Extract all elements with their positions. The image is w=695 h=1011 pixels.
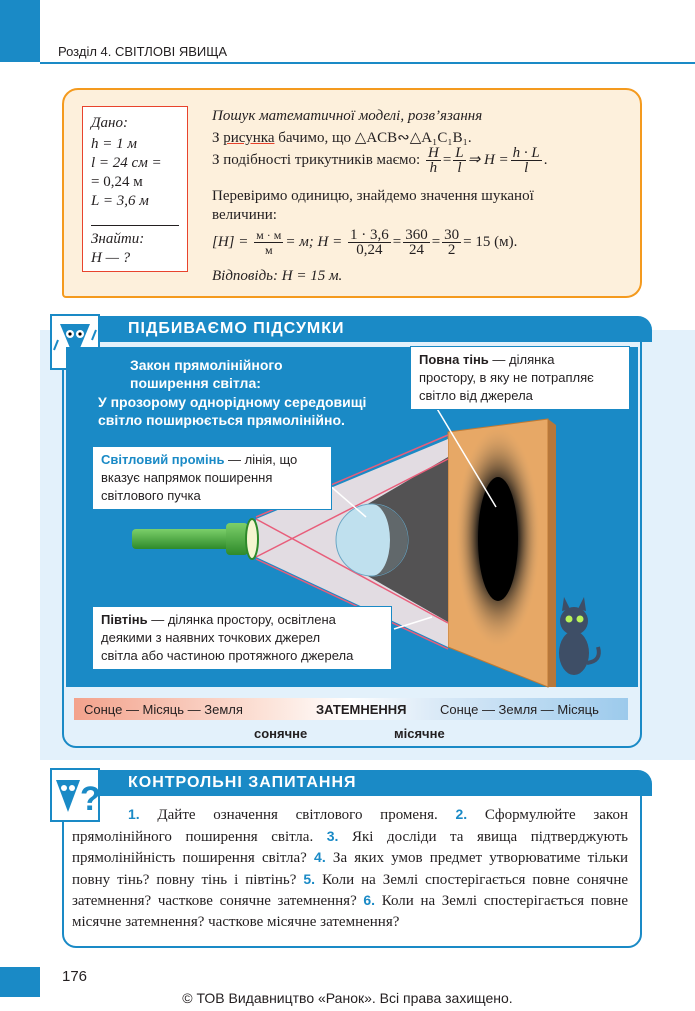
- questions-text: 1. Дайте означення світлового променя. 2. Сформулюйте закон прямолінійного поширення світла. 3. Які досліди та явища підтверджують прямолінійність поширення світла? 4. За яких умов предмет утворюватиме тільки повну тінь? повну тінь і півтінь? 5. Коли на Землі спостерігається повне сонячне затемнення? часткове сонячне затемнення? 6. Коли на Землі спостерігається повне місячне затемнення? часткове місячне затемнення?: [72, 806, 629, 930]
- eclipse-label: ЗАТЕМНЕННЯ: [316, 702, 407, 717]
- solution-line-2: З подібності трикутників маємо: $\frac{H}{h}$ = $\frac{L}{l}$ ⇒ H = $\frac{h \cdot L}{l}$ .: [212, 145, 548, 176]
- fraction: $\frac{30}{2}$: [444, 227, 460, 258]
- fraction: $\frac{360}{24}$: [405, 227, 428, 258]
- eclipse-bar: [74, 698, 628, 720]
- svg-text:?: ?: [80, 780, 101, 818]
- fraction: $\frac{h \cdot L}{l}$: [512, 145, 540, 176]
- given-line: L = 3,6 м: [91, 193, 149, 209]
- given-line: = 0,24 м: [91, 174, 143, 190]
- given-box: [82, 106, 188, 272]
- law-title: Закон прямолінійного поширення світла:: [130, 357, 283, 391]
- fraction: $\frac{H}{h}$: [427, 145, 439, 176]
- summary-title: ПІДБИВАЄМО ПІДСУМКИ: [128, 320, 345, 337]
- light-ray-callout: Світловий промінь — лінія, що вказує напрямок поширення світлового пучка: [92, 446, 332, 510]
- header-divider: [40, 62, 695, 64]
- answer: Відповідь: H = 15 м.: [212, 268, 343, 284]
- copyright: © ТОВ Видавництво «Ранок». Всі права захищено.: [182, 990, 513, 1006]
- solar-eclipse-order: Сонце — Місяць — Земля: [84, 702, 243, 717]
- given-divider: [91, 225, 179, 226]
- solution-calc: [H] = $\frac{м \cdot м}{м}$ = м; H = $\frac{1 \cdot 3,6}{0,24}$ = $\frac{360}{24}$ = $\frac{30}{2}$ = 15 (м).: [212, 227, 518, 258]
- given-line: h = 1 м: [91, 136, 137, 152]
- penumbra-callout: Півтінь — ділянка простору, освітлена деякими з наявних точкових джерел світла або частиною протяжного джерела: [92, 606, 392, 670]
- solution-heading: Пошук математичної моделі, розв’язання: [212, 108, 483, 124]
- solution-line-3: Перевіримо одиницю, знайдемо значення шуканої: [212, 188, 534, 204]
- lunar-eclipse-order: Сонце — Земля — Місяць: [440, 702, 599, 717]
- solution-line-4: величини:: [212, 207, 277, 223]
- given-line: l = 24 см =: [91, 155, 162, 171]
- questions-title: КОНТРОЛЬНІ ЗАПИТАННЯ: [128, 774, 357, 791]
- find-value: H — ?: [91, 250, 131, 266]
- law-text: У прозорому однорідному середовищі світло поширюється прямолінійно.: [98, 394, 367, 428]
- solar-label: сонячне: [254, 726, 308, 741]
- figure-link[interactable]: рисунка: [223, 130, 275, 146]
- umbra-callout: Повна тінь — ділянка простору, в яку не потрапляє світло від джерела: [410, 346, 630, 410]
- page-number: 176: [62, 968, 88, 985]
- given-title: Дано:: [91, 115, 128, 131]
- solution-line-1: З рисунка бачимо, що △ACB∾△A₁C₁B₁.: [212, 130, 472, 146]
- top-accent-bar: [0, 0, 40, 62]
- fraction: $\frac{1 \cdot 3,6}{0,24}$: [349, 227, 389, 258]
- section-title: Розділ 4. СВІТЛОВІ ЯВИЩА: [58, 44, 228, 59]
- fraction: $\frac{м \cdot м}{м}$: [256, 228, 282, 257]
- fraction: $\frac{L}{l}$: [455, 145, 464, 176]
- lunar-label: місячне: [394, 726, 445, 741]
- find-title: Знайти:: [91, 231, 145, 247]
